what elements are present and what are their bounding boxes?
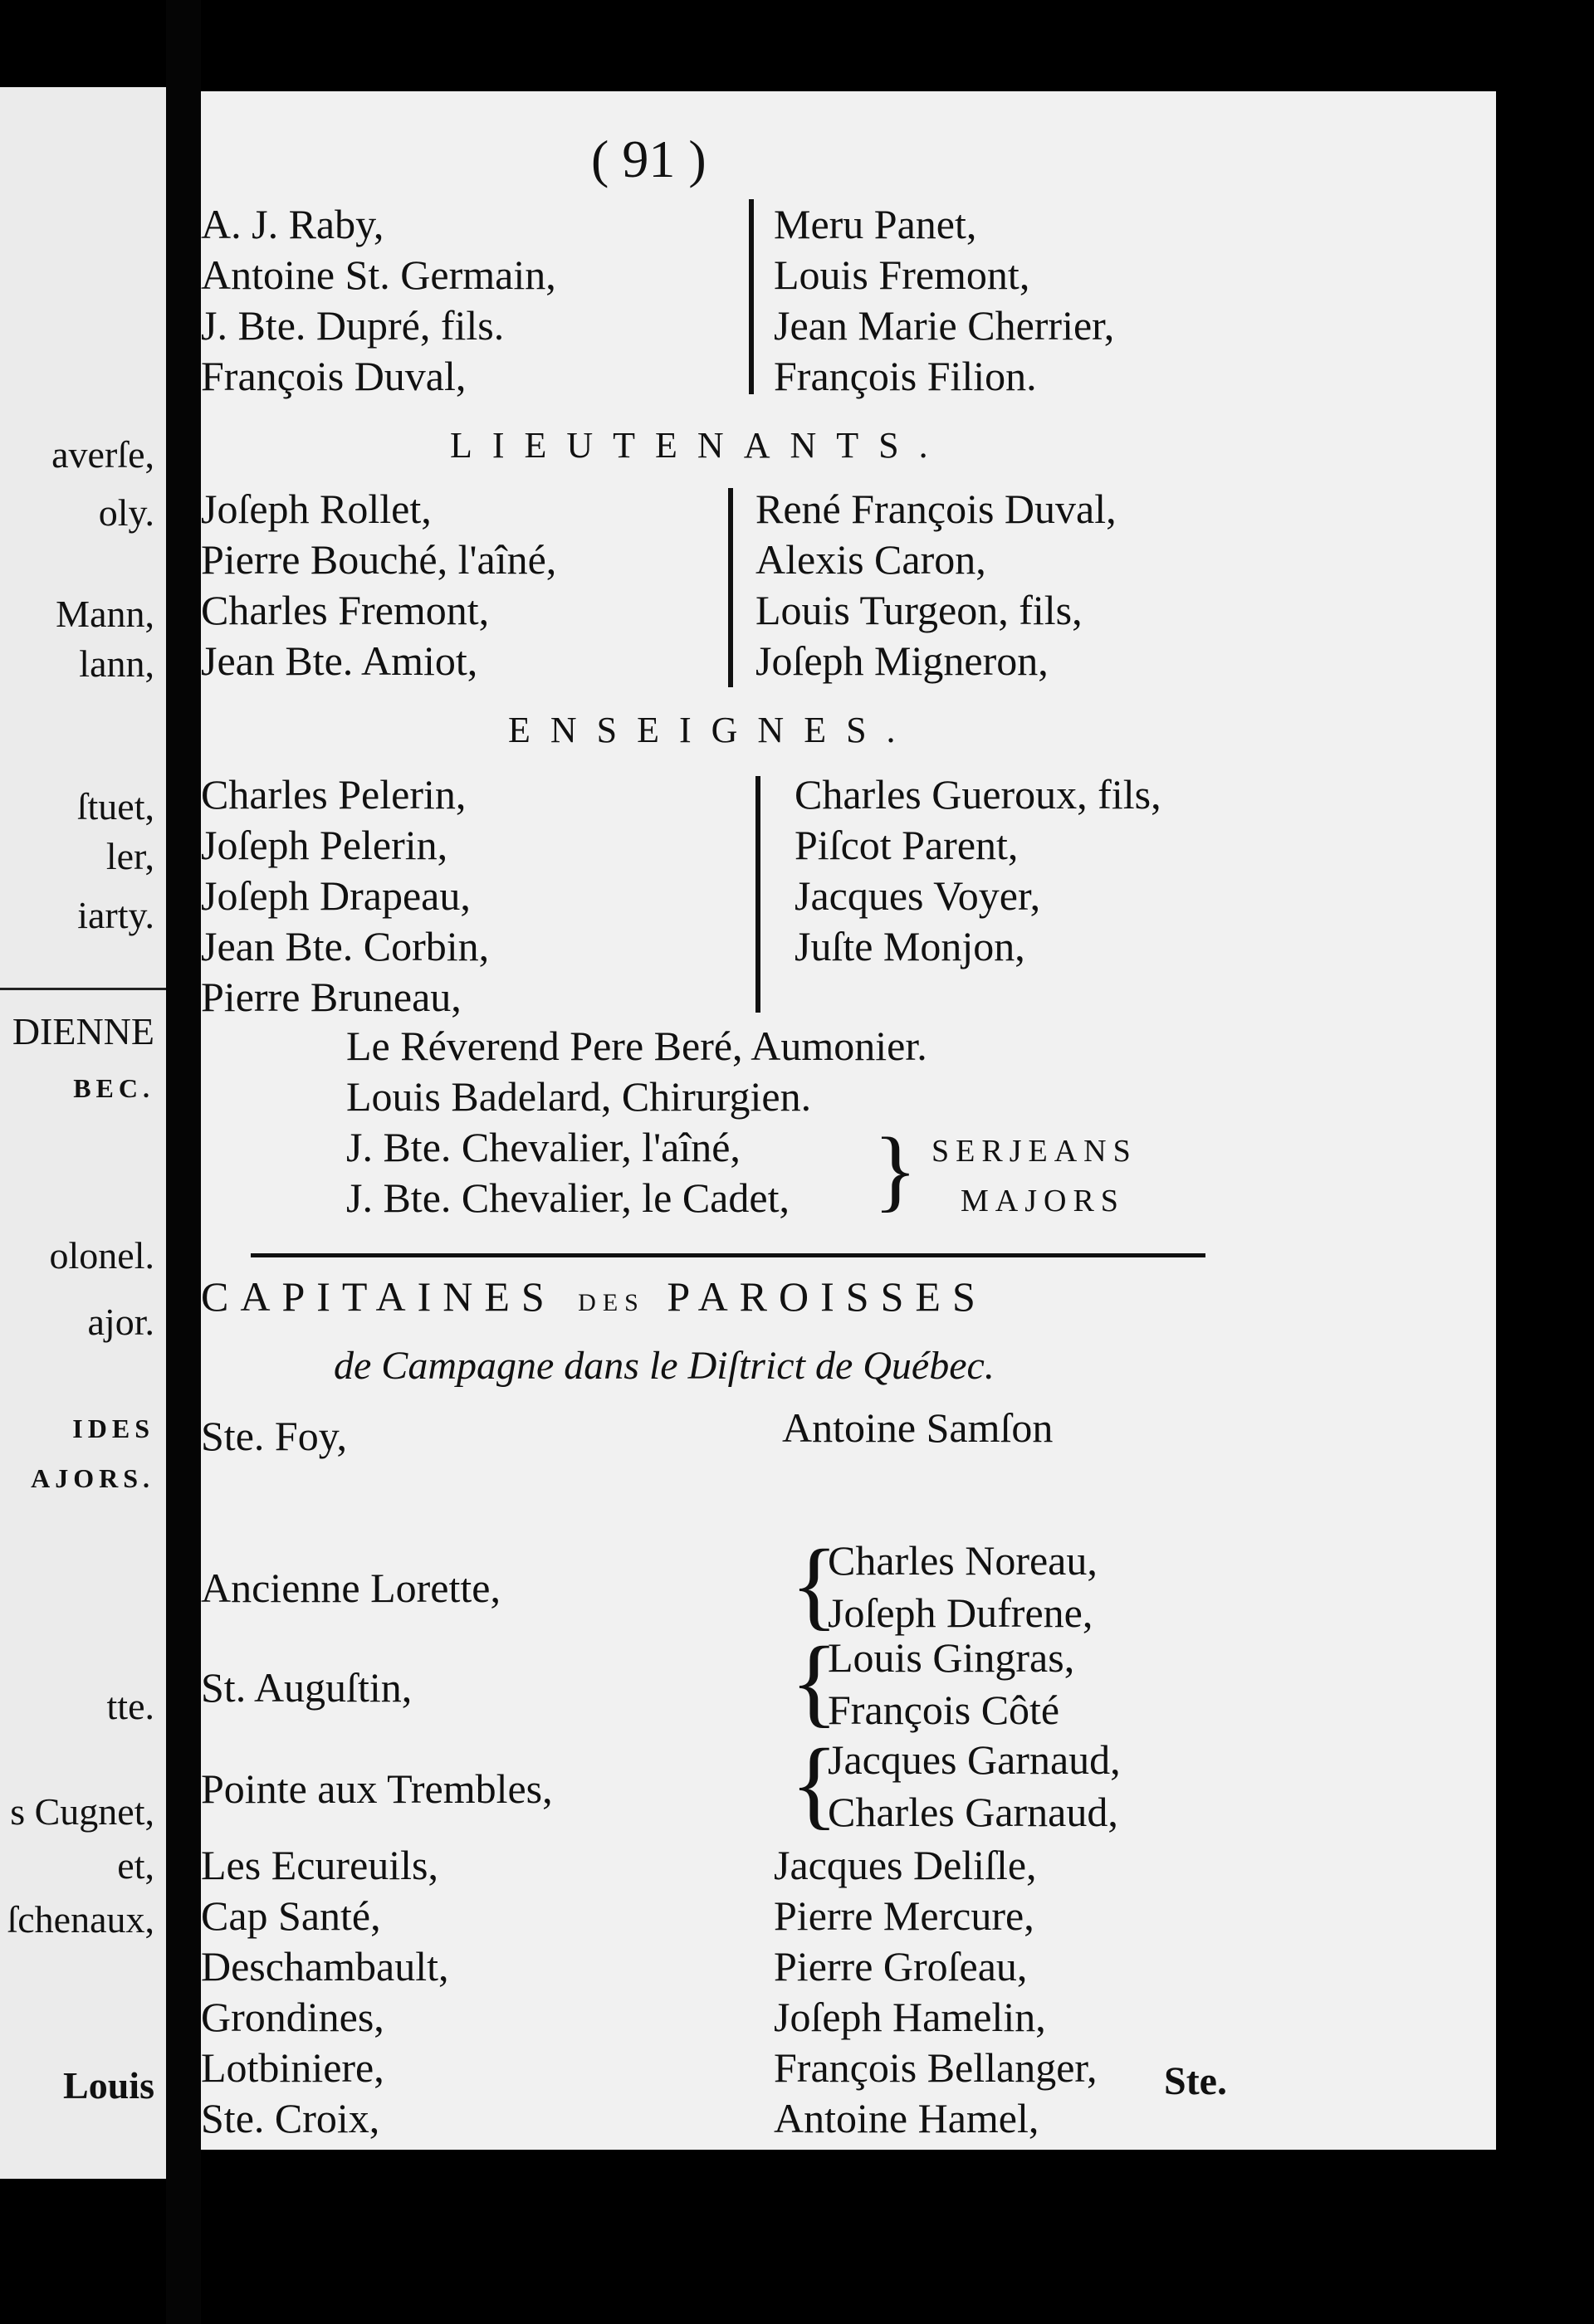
officer-name: René François Duval, — [755, 486, 1117, 532]
parish-captain: Antoine Samſon — [782, 1404, 1054, 1451]
left-fragment: ſchenaux, — [7, 1898, 154, 1941]
officer-name: Jean Bte. Corbin, — [201, 923, 490, 969]
officer-name: Antoine St. Germain, — [201, 251, 556, 298]
officer-name: Alexis Caron, — [755, 536, 986, 583]
enseignes-heading: ENSEIGNES. — [508, 710, 916, 750]
aumonier-line: Le Réverend Pere Beré, Aumonier. — [346, 1023, 927, 1069]
left-fragment: s Cugnet, — [10, 1790, 154, 1833]
parish-name: Ancienne Lorette, — [201, 1565, 501, 1611]
parish-captain: Jacques Deliſle, — [774, 1842, 1037, 1888]
brace: { — [790, 1626, 839, 1736]
title-part: PAROISSES — [667, 1273, 987, 1320]
parish-captain: Louis Gingras, — [828, 1634, 1075, 1681]
brace: } — [873, 1119, 917, 1220]
officer-name: Pierre Bruneau, — [201, 974, 462, 1020]
serjeant-name: J. Bte. Chevalier, le Cadet, — [346, 1174, 790, 1221]
left-fragment: oly. — [98, 491, 154, 534]
parish-captain: Charles Garnaud, — [828, 1789, 1118, 1835]
left-fragment: AJORS. — [31, 1463, 154, 1493]
parish-captain: Charles Noreau, — [828, 1537, 1098, 1584]
parish-captain: Pierre Groſeau, — [774, 1943, 1028, 1990]
left-fragment: ler, — [105, 835, 154, 877]
left-fragment: ſtuet, — [76, 785, 154, 828]
officer-name: A. J. Raby, — [201, 201, 384, 247]
parish-name: Deschambault, — [201, 1943, 449, 1990]
parish-captain: Joſeph Hamelin, — [774, 1994, 1046, 2040]
left-fragment: ajor. — [87, 1301, 154, 1343]
section-subtitle: de Campagne dans le Diſtrict de Québec. — [334, 1344, 995, 1388]
brace: { — [790, 1728, 839, 1838]
left-fragment: IDES — [72, 1413, 154, 1443]
serjeant-name: J. Bte. Chevalier, l'aîné, — [346, 1124, 741, 1170]
officer-name: Jean Marie Cherrier, — [774, 302, 1115, 349]
section-rule — [251, 1253, 1205, 1257]
parish-name: Pointe aux Trembles, — [201, 1765, 553, 1812]
officer-name: Juſte Monjon, — [795, 923, 1025, 969]
left-rule — [0, 988, 166, 990]
officer-name: Louis Turgeon, fils, — [755, 587, 1083, 633]
left-fragment: Louis — [63, 2064, 154, 2107]
chirurgien-line: Louis Badelard, Chirurgien. — [346, 1073, 812, 1120]
parish-captain: Antoine Hamel, — [774, 2095, 1039, 2141]
parish-captain: François Bellanger, — [774, 2044, 1098, 2091]
parish-name: Ste. Croix, — [201, 2095, 380, 2141]
lieutenants-heading: LIEUTENANTS. — [450, 425, 948, 466]
left-fragment: olonel. — [49, 1234, 154, 1277]
page-number: ( 91 ) — [591, 129, 707, 188]
left-fragment: tte. — [106, 1685, 154, 1727]
parish-name: Les Ecureuils, — [201, 1842, 439, 1888]
catchword: Ste. — [1164, 2059, 1227, 2103]
left-fragment: lann, — [79, 642, 154, 685]
officer-name: Joſeph Rollet, — [201, 486, 432, 532]
parish-name: Grondines, — [201, 1994, 384, 2040]
officer-name: Pierre Bouché, l'aîné, — [201, 536, 557, 583]
serjeans-label: SERJEANS — [931, 1134, 1137, 1169]
majors-label: MAJORS — [961, 1184, 1125, 1218]
officer-name: Joſeph Drapeau, — [201, 872, 471, 919]
officer-name: J. Bte. Dupré, fils. — [201, 302, 505, 349]
book-gutter — [166, 0, 201, 2324]
parish-name: Lotbiniere, — [201, 2044, 384, 2091]
title-part: DES — [578, 1289, 645, 1316]
officer-name: Joſeph Pelerin, — [201, 822, 448, 868]
facing-page — [0, 87, 166, 2179]
officer-name: Jean Bte. Amiot, — [201, 637, 478, 684]
left-fragment: et, — [117, 1844, 154, 1887]
left-fragment: Mann, — [56, 593, 154, 635]
parish-name: St. Auguſtin, — [201, 1664, 413, 1711]
parish-name: Cap Santé, — [201, 1892, 381, 1939]
officer-name: Louis Fremont, — [774, 251, 1030, 298]
parish-captain: Pierre Mercure, — [774, 1892, 1034, 1939]
left-fragment: BEC. — [73, 1073, 154, 1103]
left-fragment: iarty. — [77, 894, 154, 936]
officer-name: François Filion. — [774, 353, 1037, 399]
section-title — [201, 1273, 987, 1320]
column-rule — [749, 199, 754, 394]
book-page — [201, 91, 1496, 2150]
officer-name: Joſeph Migneron, — [755, 637, 1049, 684]
left-fragment: averſe, — [51, 433, 154, 476]
column-rule — [728, 488, 733, 687]
parish-captain: Jacques Garnaud, — [828, 1736, 1121, 1783]
officer-name: Charles Gueroux, fils, — [795, 771, 1161, 818]
officer-name: Meru Panet, — [774, 201, 977, 247]
title-part: CAPITAINES — [201, 1273, 556, 1320]
column-rule — [755, 776, 760, 1013]
officer-name: Charles Fremont, — [201, 587, 490, 633]
officer-name: François Duval, — [201, 353, 467, 399]
officer-name: Jacques Voyer, — [795, 872, 1041, 919]
left-fragment: DIENNE — [12, 1010, 154, 1052]
parish-captain: François Côté — [828, 1687, 1060, 1733]
brace: { — [790, 1529, 839, 1639]
parish-captain: Joſeph Dufrene, — [828, 1589, 1093, 1636]
officer-name: Piſcot Parent, — [795, 822, 1019, 868]
officer-name: Charles Pelerin, — [201, 771, 467, 818]
parish-name: Ste. Foy, — [201, 1413, 347, 1459]
